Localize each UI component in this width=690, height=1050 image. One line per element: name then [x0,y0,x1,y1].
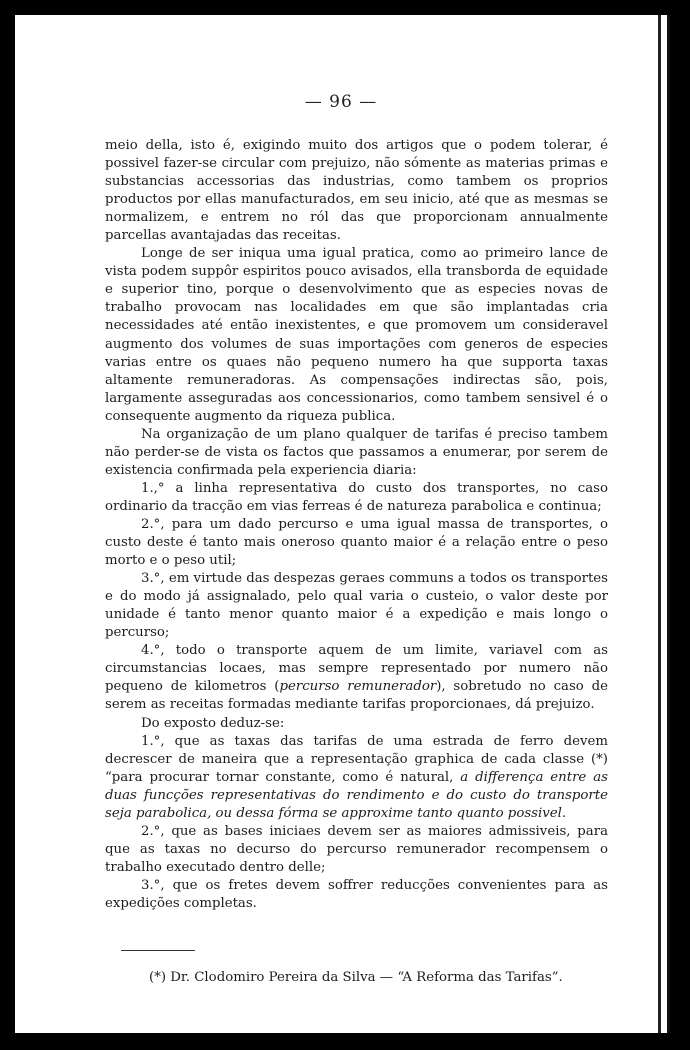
list-item-4-text-a: 4.°, todo o transporte aquem de um limite, variavel com as circumstancias locaes, mas sempre representado por numero não pequeno de kilometros ( [105,643,608,695]
list-item-3: 3.°, em virtude das despezas geraes communs a todos os transportes e do modo já assignalado, pelo qual varia o custeio, o valor deste por unidade é tanto menor quanto maior é a expedição e mais longo o percurso; [105,571,608,641]
list-item-2: 2.°, para um dado percurso e uma igual massa de transportes, o custo deste é tanto mais oneroso quanto maior é a relação entre o peso morto e o peso util; [105,516,608,569]
footnote-text: (*) Dr. Clodomiro Pereira da Silva — “A Reforma das Tarifas”. [149,970,563,985]
footnote [121,968,608,988]
paragraph-3: Na organização de um plano qualquer de tarifas é preciso tambem não perder-se de vista os factos que passamos a enumerar, por serem de existencia confirmada pela experiencia diaria: [105,426,608,478]
conclusion-item-2: 2.°, que as bases iniciaes devem ser as maiores admissiveis, para que as taxas no decurso do percurso remunerador recompensem o trabalho executado dentro delle; [105,823,608,875]
scan-edge [658,15,661,1033]
conclusion-item-1-emphasis: a differença entre as duas funcções representativas do rendimento e do custo do transporte seja parabolica, ou dessa fórma se approxime tanto quanto possivel. [105,769,608,821]
list-item-4 [105,642,608,714]
book-page [15,15,670,1033]
body-text [105,137,608,913]
paragraph-1: meio della, isto é, exigindo muito dos artigos que o podem tolerar, é possivel fazer-se circular com prejuizo, não sómente as materias primas e substancias accessorias das industrias, como tambem os proprios productos por ellas manufacturados, em seu inicio, até que as mesmas se normalizem, e entrem no ról das que proporcionam annualmente parcellas avantajadas das receitas. [105,138,608,244]
conclusion-item-1-text: 1.°, que as taxas das tarifas de uma estrada de ferro devem decrescer de maneira que a representação graphica de cada classe (*) “para procurar tornar constante, como é natural, [105,733,608,785]
list-item-1: 1.,° a linha representativa do custo dos transportes, no caso ordinario da tracção em vias ferreas é de natureza parabolica e continua; [105,480,608,514]
page-number: — 96 — [304,92,378,112]
list-item-4-emphasis: percurso remunerador [279,679,437,695]
list-item-4-text-b: ), sobretudo no caso de serem as receitas formadas mediante tarifas proporcionaes, dá prejuizo. [105,679,608,713]
conclusion-item-1 [105,733,608,823]
paragraph-conclusion: Do exposto deduz-se: [141,715,285,731]
conclusion-item-3: 3.°, que os fretes devem soffrer reducções convenientes para as expedições completas. [105,877,608,911]
paragraph-2: Longe de ser iniqua uma igual pratica, como ao primeiro lance de vista podem suppôr espiritos pouco avisados, ella transborda de equidade e superior tino, porque o desenvolvimento que as especies novas de trabalho provocam nas localidades em que são implantadas cria necessidades até então inexistentes, e que promovem um consideravel augmento dos volumes de suas importações com generos de especies varias entre os quaes não pequeno numero ha que supporta taxas altamente remuneradoras. As compensações indirectas são, pois, largamente asseguradas aos concessionarios, como tambem sensivel é o consequente augmento da riqueza publica. [105,246,608,424]
footnote-rule [121,950,195,951]
